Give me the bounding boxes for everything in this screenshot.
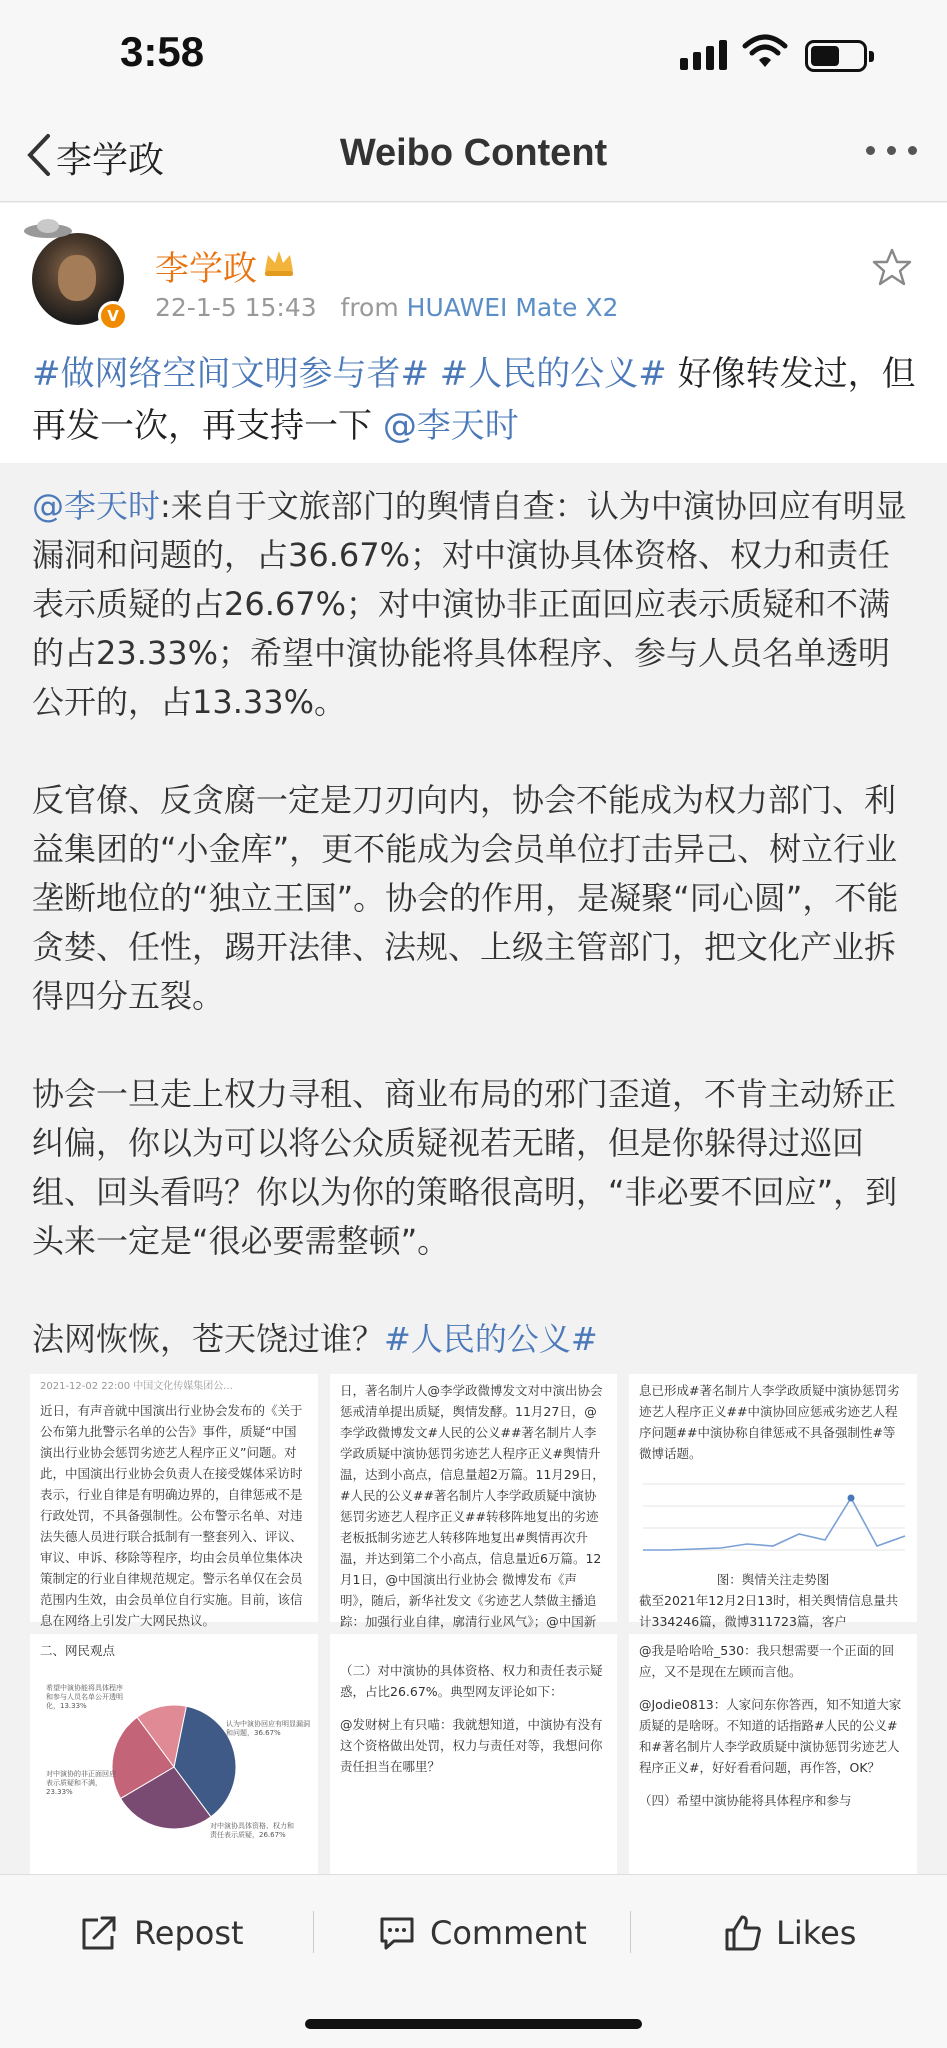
doc-text: @Jodie0813：人家问东你答西，知不知道大家质疑的是啥呀。不知道的话指路#人民的公义#和#著名制片人李学政质疑中演协惩罚劣迹艺人程序正义#，好好看看问题，再作答，OK？ xyxy=(639,1697,902,1775)
battery-icon xyxy=(805,40,867,72)
image-grid xyxy=(30,1374,917,1874)
repost-paragraph: 反官僚、反贪腐一定是刀刃向内，协会不能成为权力部门、利益集团的“小金库”，更不能成为会员单位打击异己、树立行业垄断地位的“独立王国”。协会的作用，是凝聚“同心圆”，不能贪婪、任性，踢开法律、法规、上级主管部门，把文化产业拆得四分五裂。 xyxy=(32,781,899,1015)
pie-label: 认为中演协回应有明显漏洞和问题，36.67% xyxy=(226,1720,310,1737)
post-meta xyxy=(155,293,618,322)
username[interactable]: 李学政 xyxy=(155,249,257,289)
image-thumbnail[interactable] xyxy=(330,1634,617,1874)
reposted-content[interactable] xyxy=(0,464,947,1874)
repost-icon xyxy=(80,1914,120,1952)
doc-text: 截至2021年12月2日13时，相关舆情信息量共计334246篇，微博311723篇，客户 xyxy=(639,1593,899,1629)
doc-text: （四）希望中演协能将具体程序和参与 xyxy=(639,1793,852,1808)
vip-crown-icon xyxy=(262,247,296,279)
repost-paragraph: 协会一旦走上权力寻租、商业布局的邪门歪道，不肯主动矫正纠偏，你以为可以将公众质疑视若无睹，但是你躲得过巡回组、回头看吗？你以为你的策略很高明，“非必要不回应”，到头来一定是“很必要需整顿”。 xyxy=(32,1075,898,1260)
doc-text: 近日，有声音就中国演出行业协会发布的《关于公布第九批警示名单的公告》事件，质疑“中国演出行业协会惩罚劣迹艺人程序正义”问题。对此，中国演出行业协会负责人在接受媒体采访时表示，行业自律是有明确边界的，自律惩戒不是行政处罚，不具备强制性。公布警示名单、对违法失德人员进行联合抵制有一整套列入、评议、审议、申诉、移除等程序，均由会员单位集体决策制定的行业自律规范规定。警示名单仅在会员范围内生效，由会员单位自行实施。目前，该信息在网络上引发广大网民热议。 xyxy=(40,1403,303,1628)
comment-icon xyxy=(378,1914,416,1952)
bottom-action-bar xyxy=(0,1874,947,2048)
doc-text: @我是哈哈哈_530：我只想需要一个正面的回应，又不是现在左顾而言他。 xyxy=(639,1643,895,1679)
repost-text xyxy=(32,482,920,1364)
repost-paragraph: :来自于文旅部门的舆情自查：认为中演协回应有明显漏洞和问题的，占36.67%；对中演协具体资格、权力和责任表示质疑的占26.67%；对中演协非正面回应表示质疑和不满的占23.33%；希望中演协能将具体程序、参与人员名单透明公开的，占13.33%。 xyxy=(32,487,907,721)
image-thumbnail[interactable] xyxy=(30,1634,318,1874)
weibo-post xyxy=(0,203,947,463)
image-thumbnail[interactable] xyxy=(30,1374,318,1628)
repost-label: Repost xyxy=(134,1914,244,1952)
verified-badge-icon: V xyxy=(98,301,128,331)
mention-link[interactable]: @李天时 xyxy=(32,487,161,525)
wifi-icon xyxy=(742,34,788,70)
doc-text: 息已形成#著名制片人李学政质疑中演协惩罚劣迹艺人程序正义##中演协回应惩戒劣迹艺人程序问题##中演协称自律惩戒不具备强制性#等微博话题。 xyxy=(639,1383,900,1461)
likes-label: Likes xyxy=(776,1914,857,1952)
repost-paragraph: 法网恢恢，苍天饶过谁？ xyxy=(32,1320,385,1358)
doc-text: （二）对中演协的具体资格、权力和责任表示疑惑，占比26.67%。典型网友评论如下： xyxy=(340,1663,603,1699)
image-thumbnail[interactable] xyxy=(629,1634,917,1874)
repost-button[interactable] xyxy=(80,1903,244,1963)
post-source[interactable]: HUAWEI Mate X2 xyxy=(406,293,619,322)
hashtag-link[interactable]: #做网络空间文明参与者# xyxy=(32,354,429,394)
image-thumbnail[interactable] xyxy=(629,1374,917,1629)
mention-link[interactable]: @李天时 xyxy=(382,406,519,446)
home-indicator xyxy=(305,2019,642,2029)
hashtag-link[interactable]: #人民的公义# xyxy=(439,354,667,394)
comment-label: Comment xyxy=(430,1914,587,1952)
comment-button[interactable] xyxy=(378,1903,587,1963)
trend-line-chart xyxy=(629,1466,917,1566)
doc-heading: 二、网民观点 xyxy=(40,1643,116,1658)
back-button[interactable]: 李学政 xyxy=(56,140,165,181)
post-timestamp: 22-1-5 15:43 xyxy=(155,293,317,322)
doc-text: @发财树上有只喵：我就想知道，中演协有没有这个资格做出处罚，权力与责任对等，我想问你责任担当在哪里？ xyxy=(340,1717,603,1774)
doc-text: 日，著名制片人@李学政微博发文对中演出协会惩戒清单提出质疑，舆情发酵。11月27日，@李学政微博发文#人民的公义##著名制片人李学政质疑中演协惩罚劣迹艺人程序正义#舆情升温，达到小高点，信息量超2万篇。11月29日，#人民的公义##著名制片人李学政质疑中演协惩罚劣迹艺人程序正义##转移阵地复出的劣迹老板抵制劣迹艺人转移阵地复出#舆情再次升温，并达到第二个小高点，信息量近6万篇。12月1日，@中国演出行业协会 微博发布《声明》，随后，新华社发文《劣迹艺人禁做主播追踪：加强行业自律，廓清行业风气》；@中国新 xyxy=(340,1383,605,1629)
status-bar xyxy=(0,0,947,110)
post-text xyxy=(32,348,922,452)
likes-button[interactable] xyxy=(724,1903,856,1963)
chart-caption: 图：舆情关注走势图 xyxy=(716,1572,830,1587)
status-time: 3:58 xyxy=(120,28,205,75)
doc-header: 2021-12-02 22:00 中国文化传媒集团公... xyxy=(40,1381,233,1392)
pie-label: 对中演协的非正面回应表示质疑和不满，23.33% xyxy=(46,1770,116,1796)
hashtag-link[interactable]: #人民的公义# xyxy=(384,1320,598,1358)
thumbs-up-icon xyxy=(724,1914,762,1952)
favorite-star-icon[interactable] xyxy=(872,247,912,287)
post-body: 好像转发过，但再发一次，再支持一下 xyxy=(32,354,916,446)
ufo-pendant-icon xyxy=(22,217,74,241)
divider xyxy=(313,1911,314,1953)
pie-label: 对中演协具体资格、权力和责任表示质疑，26.67% xyxy=(210,1822,294,1839)
image-thumbnail[interactable] xyxy=(330,1374,617,1629)
nav-bar xyxy=(0,110,947,202)
from-label: from xyxy=(340,293,399,322)
page-title: Weibo Content xyxy=(339,132,608,174)
pie-label: 希望中演协能将具体程序和参与人员名单公开透明化，13.33% xyxy=(46,1684,123,1710)
divider xyxy=(630,1911,631,1953)
more-options-icon[interactable] xyxy=(866,146,917,155)
cellular-signal-icon xyxy=(680,40,727,70)
